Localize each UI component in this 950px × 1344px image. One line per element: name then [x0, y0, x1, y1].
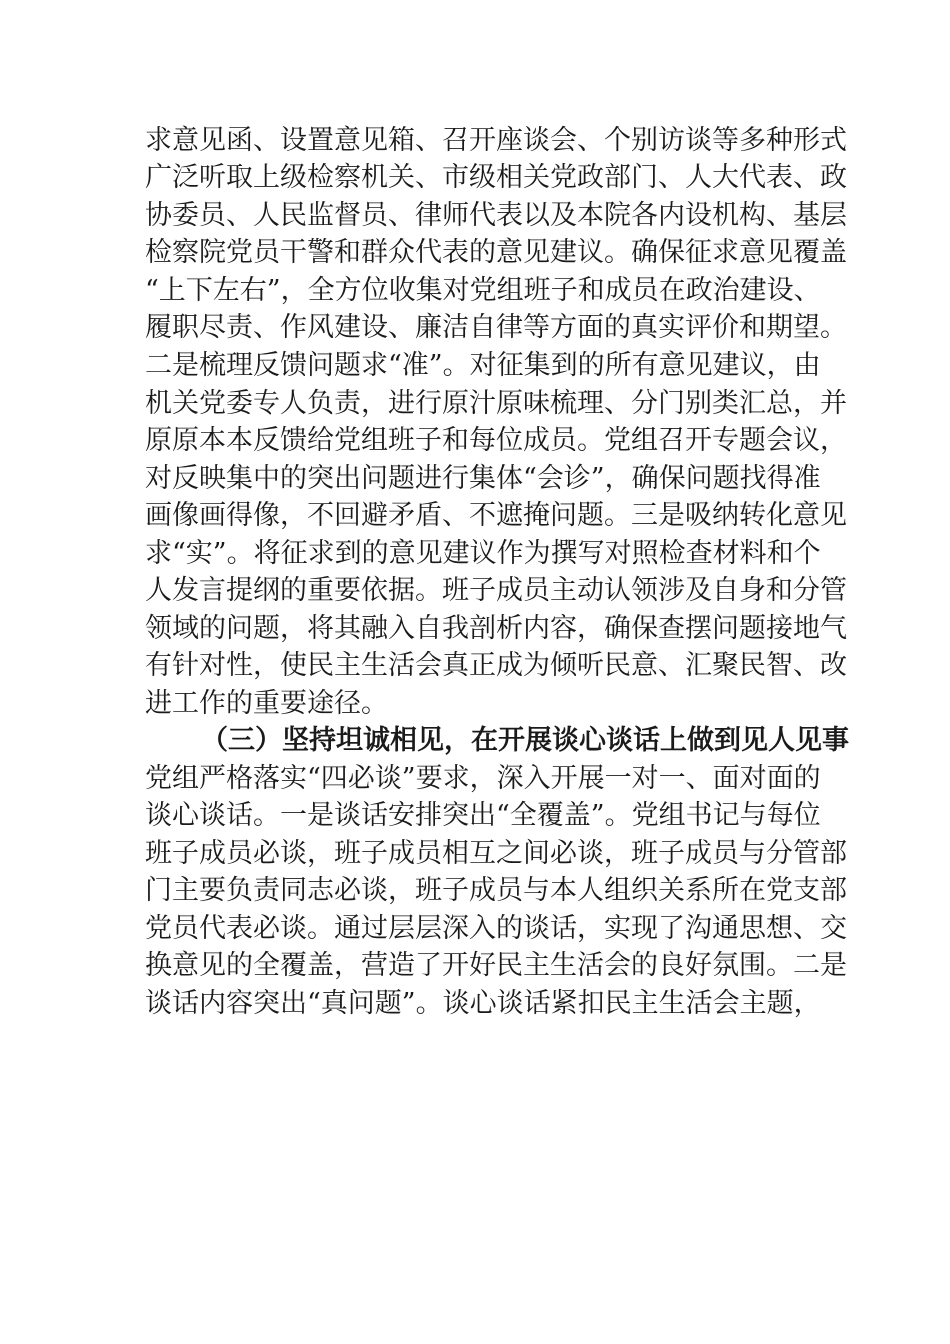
text-line: 进工作的重要途径。 — [145, 688, 388, 719]
text-line: 有针对性，使民主生活会真正成为倾听民意、汇聚民智、改 — [145, 650, 847, 681]
text-line: 党组严格落实“四必谈”要求，深入开展一对一、面对面的 — [145, 763, 821, 794]
text-line: 检察院党员干警和群众代表的意见建议。确保征求意见覆盖 — [145, 237, 847, 268]
text-line: 班子成员必谈，班子成员相互之间必谈，班子成员与分管部 — [145, 838, 847, 869]
text-line: 谈话内容突出“真问题”。谈心谈话紧扣民主生活会主题， — [145, 988, 821, 1019]
text-line: “上下左右”，全方位收集对党组班子和成员在政治建设、 — [145, 275, 821, 306]
text-line: 换意见的全覆盖，营造了开好民主生活会的良好氛围。二是 — [145, 950, 847, 981]
text-line: 门主要负责同志必谈，班子成员与本人组织关系所在党支部 — [145, 875, 847, 906]
text-line: 人发言提纲的重要依据。班子成员主动认领涉及自身和分管 — [145, 575, 847, 606]
text-line: 画像画得像，不回避矛盾、不遮掩问题。三是吸纳转化意见 — [145, 500, 847, 531]
text-line: 原原本本反馈给党组班子和每位成员。党组召开专题会议， — [145, 425, 847, 456]
text-line: 广泛听取上级检察机关、市级相关党政部门、人大代表、政 — [145, 162, 847, 193]
text-line: 协委员、人民监督员、律师代表以及本院各内设机构、基层 — [145, 200, 847, 231]
text-line: 领域的问题，将其融入自我剖析内容，确保查摆问题接地气 — [145, 613, 847, 644]
text-line: 对反映集中的突出问题进行集体“会诊”，确保问题找得准 — [145, 463, 821, 494]
text-line: 二是梳理反馈问题求“准”。对征集到的所有意见建议，由 — [145, 350, 821, 381]
text-line: 机关党委专人负责，进行原汁原味梳理、分门别类汇总，并 — [145, 388, 847, 419]
section-heading: （三）坚持坦诚相见，在开展谈心谈话上做到见人见事 — [201, 725, 849, 756]
text-line: 求意见函、设置意见箱、召开座谈会、个别访谈等多种形式 — [145, 125, 847, 156]
text-line: 求“实”。将征求到的意见建议作为撰写对照检查材料和个 — [145, 538, 821, 569]
text-line: 党员代表必谈。通过层层深入的谈话，实现了沟通思想、交 — [145, 913, 847, 944]
text-line: 履职尽责、作风建设、廉洁自律等方面的真实评价和期望。 — [145, 312, 847, 343]
text-line: 谈心谈话。一是谈话安排突出“全覆盖”。党组书记与每位 — [145, 800, 821, 831]
